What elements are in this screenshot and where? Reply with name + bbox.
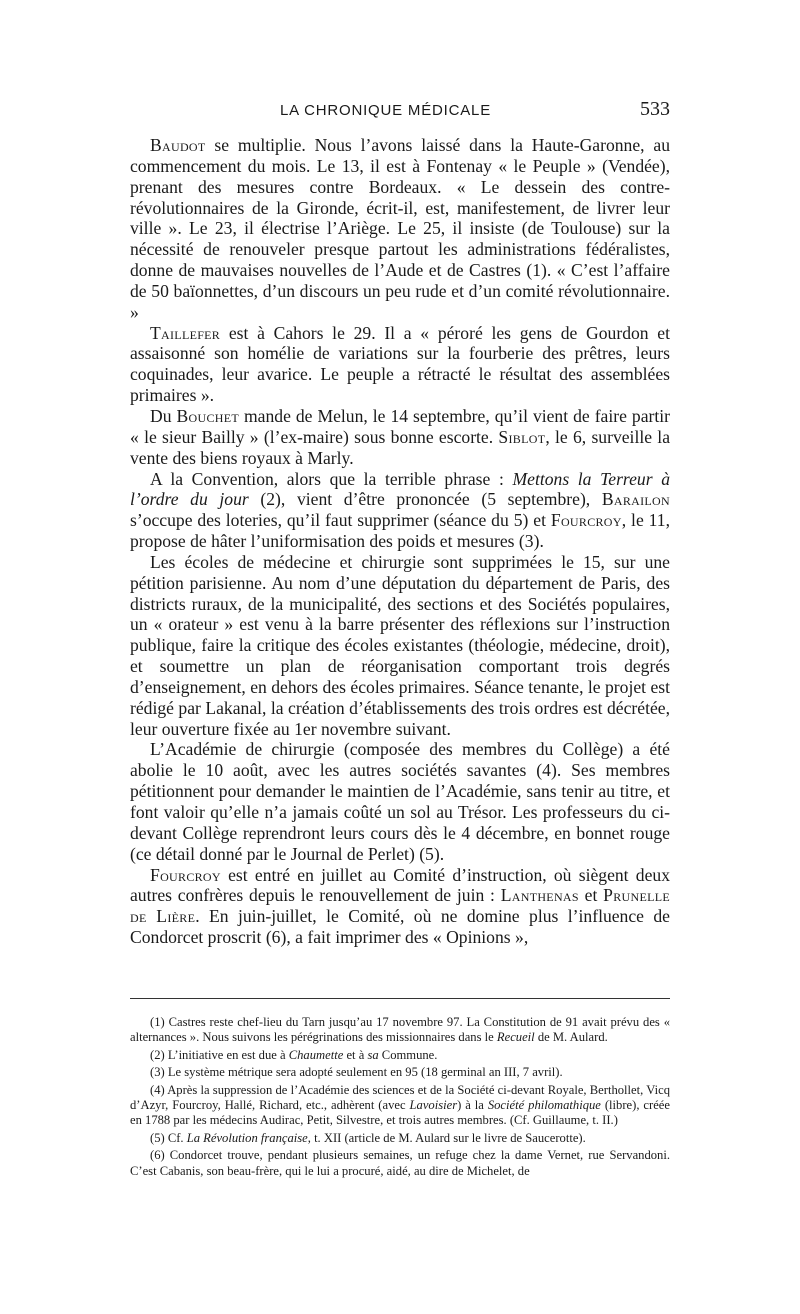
italic-text: Chaumette [288,1047,344,1062]
body-text [130,135,670,948]
text-run: est entré en juillet au Comité d’instruction, où siègent deux autres confrères depuis le renouvellement de juin : [130,864,670,906]
text-run: se multiplie. Nous l’avons laissé dans la Haute-Garonne, au commencement du mois. Le 13, il est à Fontenay « le Peuple » (Vendée), prenant des mesures contre Bordeaux. « Le dessein des contre-révolutionnaires de la Gironde, écrit-il, est, manifestement, de livrer leur ville ». Le 23, il électrise l’Ariège. Le 25, il insiste (de Toulouse) sur la nécessité de renouveler presque partout les administrations fédéralistes, donne de mauvaises nouvelles de l’Aude et de Castres (1). « C’est l’affaire de 50 baïonnettes, d’un discours un peu rude et d’un comité révolutionnaire. » [130,135,670,322]
paragraph [130,739,670,864]
name-smallcaps: Taillefer [150,322,221,343]
text-run: (2), vient d’être prononcée (5 septembre), [248,489,602,510]
footnote [130,1015,670,1046]
paragraph [130,469,670,552]
name-smallcaps: Fourcroy [150,864,221,885]
text-run: (1) Castres reste chef-lieu du Tarn jusqu’au 17 novembre 97. La Constitution de 91 avait prévu des « alternances ». Nous suivons les pérégrinations des missionnaires dans le [130,1015,670,1045]
text-run: et à [343,1047,368,1062]
name-smallcaps: Bouchet [176,405,239,426]
text-run: de M. Aulard. [534,1030,608,1045]
italic-text: Lavoisier [409,1098,458,1113]
paragraph [130,865,670,948]
text-run: Du [150,405,177,426]
footnote [130,1083,670,1129]
name-smallcaps: Barailon [601,489,670,510]
text-run: (2) L’initiative en est due à [150,1047,289,1062]
footnotes [130,1015,670,1181]
text-run: , t. XII (article de M. Aulard sur le livre de Saucerotte). [307,1130,586,1145]
paragraph [130,552,670,740]
italic-text: Recueil [496,1030,535,1045]
text-run: A la Convention, alors que la terrible phrase : [150,468,513,489]
footnote [130,1131,670,1146]
italic-text: Société philomathique [487,1098,601,1113]
text-run: (libre), créée en 1788 par les médecins Audirac, Petit, Silvestre, et trois autres membres. (Cf. Guillaume, t. II.) [130,1098,670,1128]
text-run: (6) Condorcet trouve, pendant plusieurs semaines, un refuge chez la dame Vernet, rue Servandoni. C’est Cabanis, son beau-frère, qui le lui a procuré, aidé, au dire de Michelet, de [130,1148,670,1178]
italic-text: Mettons la Terreur à l’ordre du jour [130,468,670,510]
running-header [130,98,670,128]
running-title: LA CHRONIQUE MÉDICALE [280,102,492,119]
text-run: , le 6, surveille la vente des biens royaux à Marly. [130,426,670,468]
text-run: Les écoles de médecine et chirurgie sont supprimées le 15, sur une pétition parisienne. Au nom d’une députation du département de Paris, des districts ruraux, de la municipalité, des sections et des Sociétés populaires, un « orateur » est venu à la barre présenter des réflexions sur l’instruction publique, faire la critique des écoles existantes (théologie, médecine, droit), et soumettre un plan de réorganisation comportant trois degrés d’enseignement, en dehors des écoles primaires. Séance tenante, le projet est rédigé par Lakanal, la création d’établissements des trois ordres est décrétée, leur ouverture fixée au 1er novembre suivant. [130,551,670,739]
text-run: et [578,885,604,906]
paragraph [130,135,670,323]
name-smallcaps: Siblot [498,426,546,447]
italic-text: La Révolution française [186,1130,308,1145]
footnote-divider [130,998,670,999]
text-run: est à Cahors le 29. Il a « péroré les gens de Gourdon et assaisonné son homélie de variations sur la fourberie des prêtres, leurs coquinades, leur avarice. Le peuple a rétracté le résultat des assemblées primaires ». [130,322,670,406]
paragraph [130,323,670,406]
paragraph [130,406,670,469]
text-run: L’Académie de chirurgie (composée des membres du Collège) a été abolie le 10 août, avec les autres sociétés savantes (4). Ses membres pétitionnent pour demander le maintien de l’Académie, sans tenir au titre, et font valoir qu’elle n’a jamais coûté un sol au Trésor. Les professeurs du ci-devant Collège reprendront leurs cours dès le 4 décembre, en bonnet rouge (ce détail donné par le Journal de Perlet) (5). [130,739,670,864]
name-smallcaps: Fourcroy [550,510,622,531]
name-smallcaps: Prunelle de Lière [130,885,670,927]
page-number: 533 [640,98,670,120]
text-run: (4) Après la suppression de l’Académie des sciences et de la Société ci-devant Royale, Berthollet, Vicq d’Azyr, Fourcroy, Hallé, Richard, etc., adhèrent (avec [130,1082,670,1113]
text-run: Commune. [378,1047,438,1062]
text-run: mande de Melun, le 14 septembre, qu’il vient de faire partir « le sieur Bailly » (l’ex-maire) sous bonne escorte. [130,405,671,447]
text-run: (3) Le système métrique sera adopté seulement en 95 (18 germinal an III, 7 avril). [150,1065,563,1080]
text-run: (5) Cf. [150,1130,187,1145]
footnote [130,1048,670,1063]
text-run: s’occupe des loteries, qu’il faut supprimer (séance du 5) et [130,510,551,531]
footnote [130,1065,670,1080]
text-run: . En juin-juillet, le Comité, où ne domine plus l’influence de Condorcet proscrit (6), a fait imprimer des « Opinions », [130,906,670,948]
italic-text: sa [367,1047,379,1062]
footnote [130,1148,670,1179]
name-smallcaps: Baudot [150,135,206,155]
text-run: ) à la [457,1098,488,1113]
text-run: , le 11, propose de hâter l’uniformisation des poids et mesures (3). [130,510,671,552]
name-smallcaps: Lanthenas [500,885,579,906]
